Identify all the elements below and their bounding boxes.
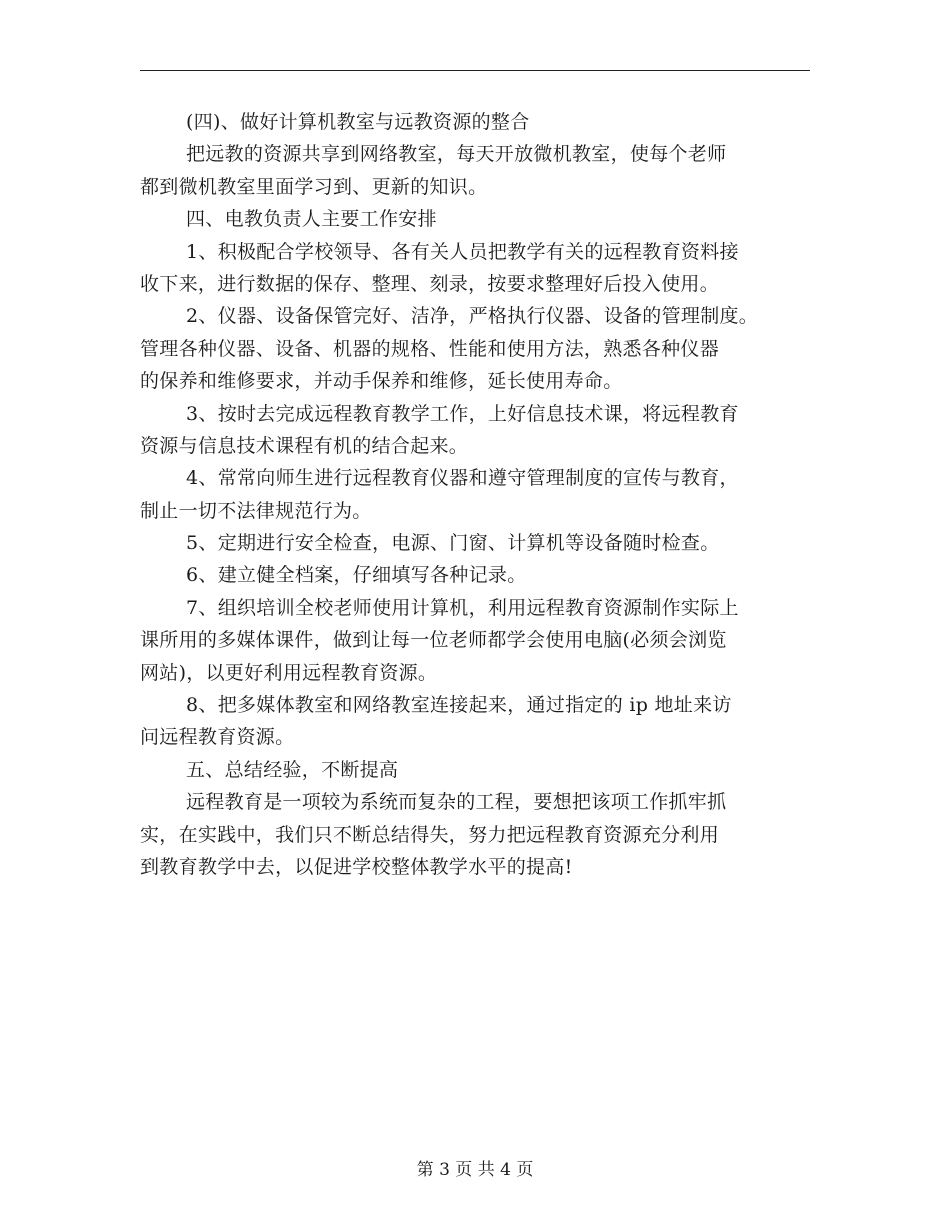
list-item-3-continued: 资源与信息技术课程有机的结合起来。	[140, 434, 469, 457]
list-item-6: 6、建立健全档案，仔细填写各种记录。	[186, 564, 527, 587]
list-item-2-continued: 的保养和维修要求，并动手保养和维修，延长使用寿命。	[140, 370, 623, 393]
list-item-7: 7、组织培训全校老师使用计算机，利用远程教育资源制作实际上	[186, 596, 739, 619]
header-rule	[140, 70, 810, 71]
paragraph-line: 实，在实践中，我们只不断总结得失，努力把远程教育资源充分利用	[140, 823, 720, 846]
list-item-5: 5、定期进行安全检查，电源、门窗、计算机等设备随时检查。	[186, 532, 720, 555]
list-item-2-continued: 管理各种仪器、设备、机器的规格、性能和使用方法，熟悉各种仪器	[140, 337, 720, 360]
section-heading-work-arrangement: 四、电教负责人主要工作安排	[186, 208, 437, 231]
list-item-2: 2、仪器、设备保管完好、洁净，严格执行仪器、设备的管理制度。	[186, 305, 759, 328]
document-body	[140, 106, 810, 883]
section-heading-summary: 五、总结经验，不断提高	[186, 758, 399, 781]
list-item-1: 1、积极配合学校领导、各有关人员把教学有关的远程教育资料接	[186, 240, 739, 263]
paragraph-line: 到教育教学中去，以促进学校整体教学水平的提高!	[140, 855, 573, 878]
list-item-7-continued: 课所用的多媒体课件，做到让每一位老师都学会使用电脑(必须会浏览	[140, 629, 727, 652]
section-heading-integration: (四)、做好计算机教室与远教资源的整合	[186, 111, 530, 133]
page-number-footer: 第 3 页 共 4 页	[416, 1160, 534, 1180]
list-item-7-continued: 网站)，以更好利用远程教育资源。	[140, 661, 438, 684]
list-item-3: 3、按时去完成远程教育教学工作，上好信息技术课，将远程教育	[186, 402, 739, 425]
list-item-4-continued: 制止一切不法律规范行为。	[140, 499, 372, 522]
list-item-8: 8、把多媒体教室和网络教室连接起来，通过指定的 ip 地址来访	[186, 694, 732, 717]
paragraph-line: 远程教育是一项较为系统而复杂的工程，要想把该项工作抓牢抓	[186, 791, 727, 814]
list-item-1-continued: 收下来，进行数据的保存、整理、刻录，按要求整理好后投入使用。	[140, 272, 720, 295]
list-item-4: 4、常常向师生进行远程教育仪器和遵守管理制度的宣传与教育，	[186, 467, 739, 490]
paragraph-line: 把远教的资源共享到网络教室，每天开放微机教室，使每个老师	[186, 143, 727, 166]
list-item-8-continued: 问远程教育资源。	[140, 726, 295, 749]
paragraph-line: 都到微机教室里面学习到、更新的知识。	[140, 175, 488, 198]
